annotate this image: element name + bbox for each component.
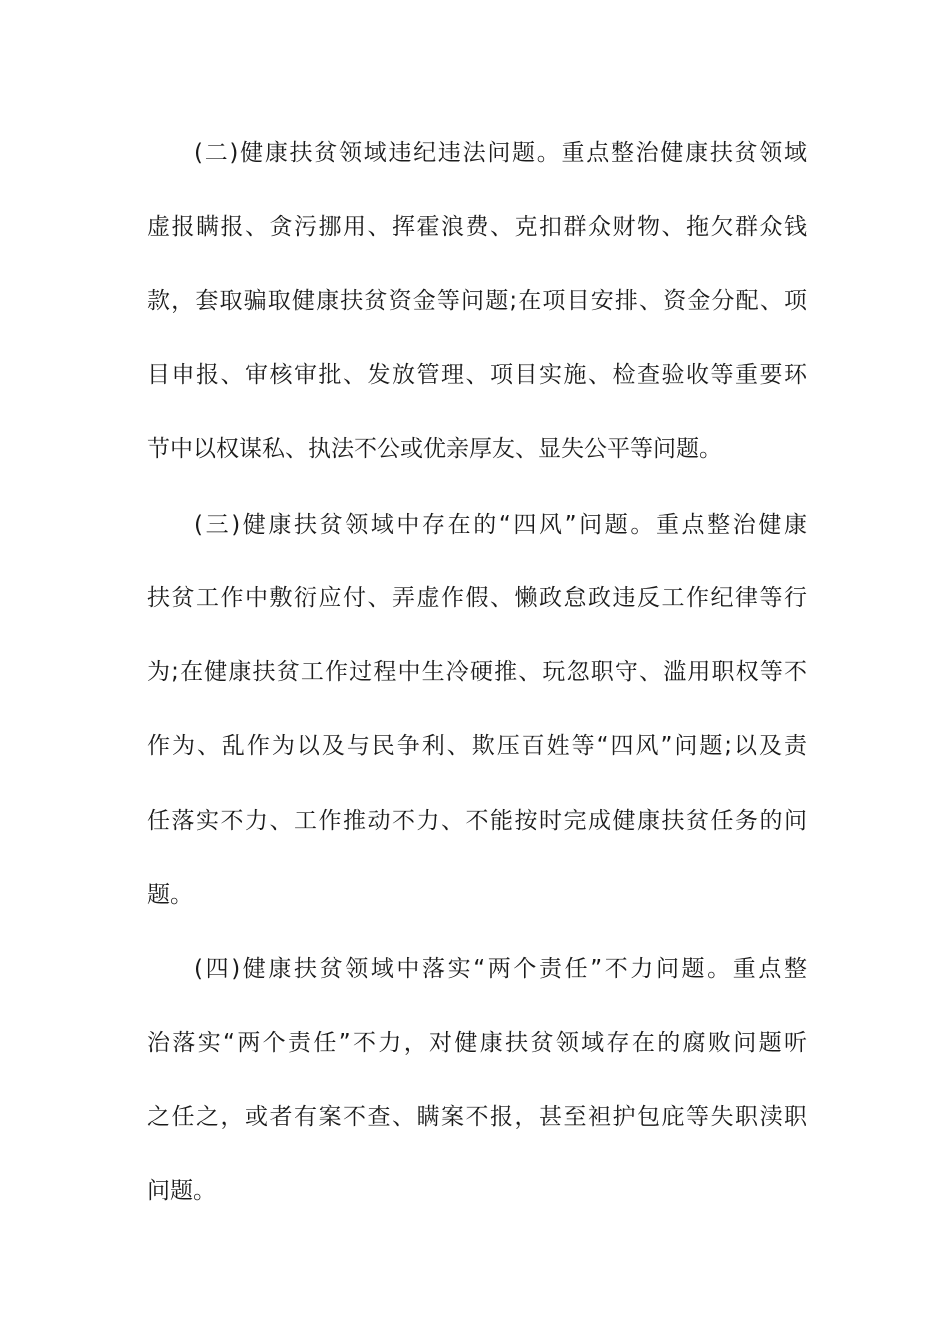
paragraph-line: 节中以权谋私、执法不公或优亲厚友、显失公平等问题。	[147, 436, 722, 462]
paragraph-line: 款，套取骗取健康扶贫资金等问题;在项目安排、资金分配、项	[147, 288, 807, 314]
paragraph-line: 问题。	[147, 1178, 216, 1204]
paragraph-line: 之任之，或者有案不查、瞒案不报，甚至袒护包庇等失职渎职	[147, 1104, 807, 1130]
paragraph-line: (三)健康扶贫领域中存在的“四风”问题。重点整治健康	[194, 512, 807, 538]
paragraph-line: 作为、乱作为以及与民争利、欺压百姓等“四风”问题;以及责	[147, 733, 807, 759]
paragraph-line: 目申报、审核审批、发放管理、项目实施、检查验收等重要环	[147, 362, 807, 388]
paragraph-line: 题。	[147, 882, 193, 908]
paragraph-line: 为;在健康扶贫工作过程中生冷硬推、玩忽职守、滥用职权等不	[147, 659, 807, 685]
paragraph-line: (二)健康扶贫领域违纪违法问题。重点整治健康扶贫领域	[194, 140, 807, 166]
paragraph-line: 任落实不力、工作推动不力、不能按时完成健康扶贫任务的问	[147, 808, 807, 834]
paragraph-line: 虚报瞒报、贪污挪用、挥霍浪费、克扣群众财物、拖欠群众钱	[147, 214, 807, 240]
paragraph-line: 扶贫工作中敷衍应付、弄虚作假、懒政怠政违反工作纪律等行	[147, 585, 807, 611]
paragraph-line: 治落实“两个责任”不力，对健康扶贫领域存在的腐败问题听	[147, 1030, 807, 1056]
paragraph-line: (四)健康扶贫领域中落实“两个责任”不力问题。重点整	[194, 956, 807, 982]
